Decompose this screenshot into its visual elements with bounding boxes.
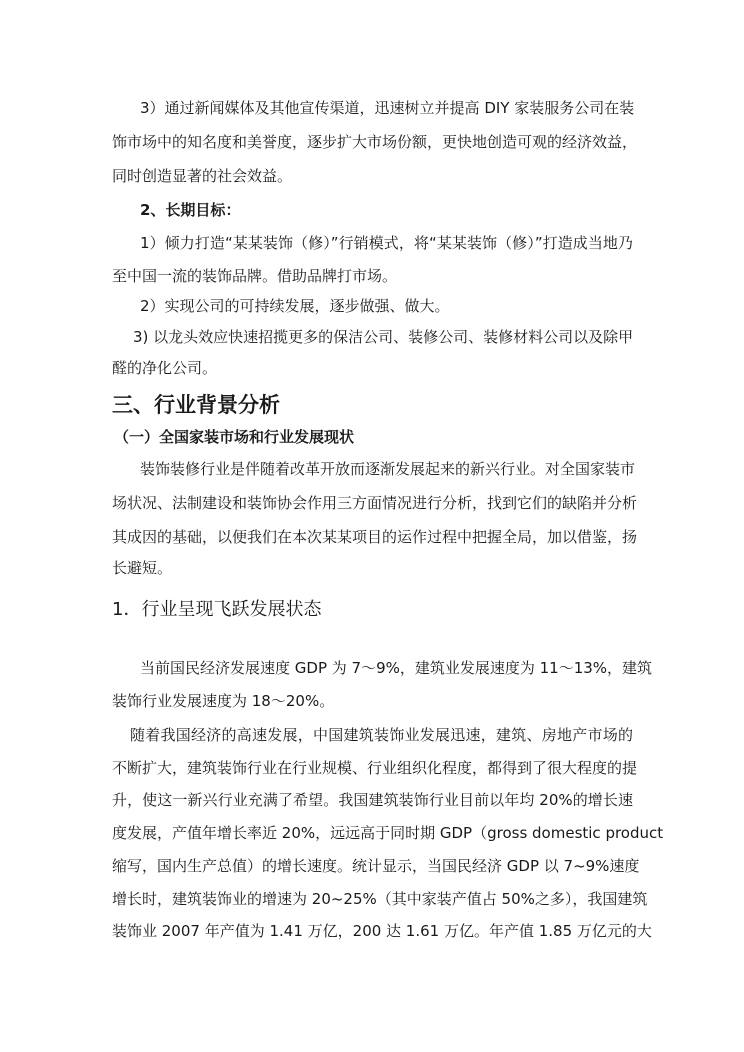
intro-line: 其成因的基础，以便我们在本次某某项目的运作过程中把握全局，加以借鉴，扬 bbox=[112, 528, 638, 546]
growth-line: 当前国民经济发展速度 GDP 为 7～9%，建筑业发展速度为 11～13%，建筑 bbox=[140, 659, 653, 677]
detail-line: 度发展，产值年增长率近 20%，远远高于同时期 GDP（gross domestic product bbox=[112, 824, 664, 842]
long-goal-1-line: 1）倾力打造“某某装饰（修）”行销模式，将“某某装饰（修）”打造成当地乃 bbox=[140, 234, 633, 252]
subsection-heading: （一）全国家装市场和行业发展现状 bbox=[114, 428, 355, 446]
long-goal-3-line: 3) 以龙头效应快速招揽更多的保洁公司、装修公司、装修材料公司以及除甲 bbox=[133, 328, 634, 346]
intro-line: 长避短。 bbox=[112, 559, 173, 577]
short-goal-3-line: 饰市场中的知名度和美誉度，逐步扩大市场份额，更快地创造可观的经济效益， bbox=[112, 133, 638, 151]
long-goal-1-line: 至中国一流的装饰品牌。借助品牌打市场。 bbox=[112, 267, 398, 285]
detail-line: 随着我国经济的高速发展，中国建筑装饰业发展迅速，建筑、房地产市场的 bbox=[130, 726, 633, 744]
detail-line: 装饰业 2007 年产值为 1.41 万亿，200 达 1.61 万亿。年产值 1.85 万亿元的大 bbox=[112, 922, 652, 940]
short-goal-3-line: 同时创造显著的社会效益。 bbox=[112, 167, 293, 185]
long-goal-2: 2）实现公司的可持续发展，逐步做强、做大。 bbox=[140, 297, 450, 315]
long-goals-heading: 2、长期目标： bbox=[140, 201, 241, 219]
detail-line: 升，使这一新兴行业充满了希望。我国建筑装饰行业目前以年均 20%的增长速 bbox=[112, 791, 633, 809]
short-goal-3-line: 3）通过新闻媒体及其他宣传渠道，迅速树立并提高 DIY 家装服务公司在装 bbox=[140, 99, 635, 117]
detail-line: 缩写，国内生产总值）的增长速度。统计显示，当国民经济 GDP 以 7~9%速度 bbox=[112, 857, 640, 875]
intro-line: 场状况、法制建设和装饰协会作用三方面情况进行分析，找到它们的缺陷并分析 bbox=[112, 494, 638, 512]
detail-line: 增长时，建筑装饰业的增速为 20~25%（其中家装产值占 50%之多），我国建筑 bbox=[112, 890, 648, 908]
detail-line: 不断扩大，建筑装饰行业在行业规模、行业组织化程度，都得到了很大程度的提 bbox=[112, 759, 638, 777]
intro-line: 装饰装修行业是伴随着改革开放而逐渐发展起来的新兴行业。对全国家装市 bbox=[140, 460, 636, 478]
section-heading: 三、行业背景分析 bbox=[112, 393, 280, 417]
growth-line: 装饰行业发展速度为 18～20%。 bbox=[112, 692, 335, 710]
long-goal-3-line: 醛的净化公司。 bbox=[112, 359, 218, 377]
point-heading: 1．行业呈现飞跃发展状态 bbox=[112, 599, 322, 620]
